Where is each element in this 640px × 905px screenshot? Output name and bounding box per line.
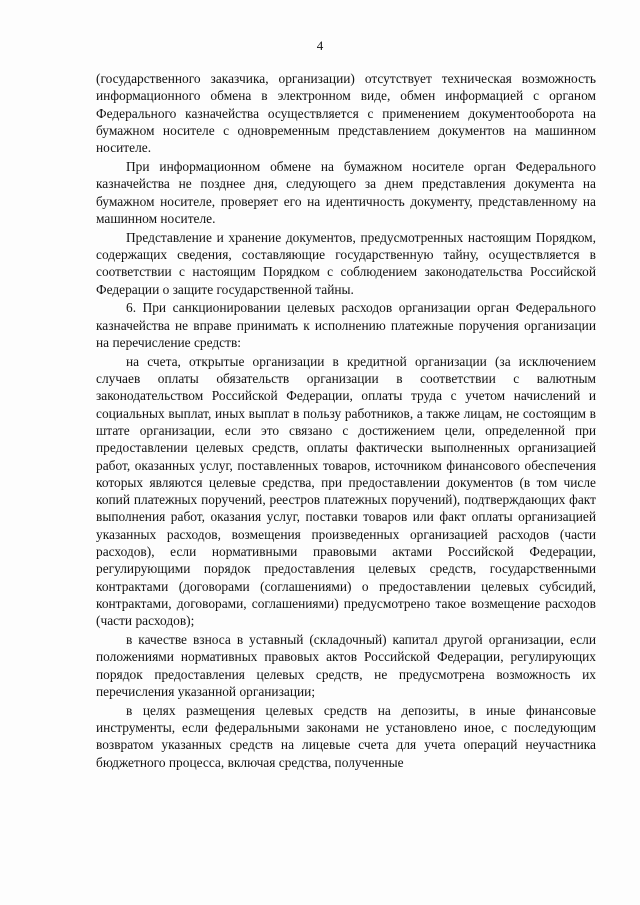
paragraph-clause-6: 6. При санкционировании целевых расходов организации орган Федерального казначейства не вправе принимать к исполнению платежные поручения организации на перечисление средств:: [96, 300, 596, 350]
document-body: [96, 70, 596, 772]
paragraph-capital-contribution: в качестве взноса в уставный (складочный) капитал другой организации, если положениями нормативных правовых актов Российской Федерации, регулирующих порядок предоставления целевых средств, не предусмотрена возможность их перечисления указанной организации;: [96, 632, 596, 699]
paragraph-accounts: на счета, открытые организации в кредитной организации (за исключением случаев оплаты обязательств организации в соответствии с валютным законодательством Российской Федерации, оплаты труда с учетом начислений и социальных выплат, иных выплат в пользу работников, а также лицам, не состоящим в штате организации, если это связано с достижением цели, определенной при предоставлении целевых средств, оплаты фактически выполненных организацией работ, оказанных услуг, поставленных товаров, источником финансового обеспечения которых являются целевые средства, при предоставлении документов (в том числе копий платежных поручений, реестров платежных поручений), подтверждающих факт выполнения работ, оказания услуг, поставки товаров или факт оплаты организацией указанных расходов, возмещения произведенных организацией расходов (части расходов), если нормативными правовыми актами Российской Федерации, регулирующими порядок предоставления целевых средств, государственными контрактами (договорами (соглашениями) о предоставлении целевых субсидий, контрактами, договорами, соглашениями) предусмотрено такое возмещение расходов (части расходов);: [96, 353, 596, 629]
paragraph-deposits: в целях размещения целевых средств на депозиты, в иные финансовые инструменты, если федеральными законами не установлено иное, с последующим возвратом указанных средств на лицевые счета для учета операций неучастника бюджетного процесса, включая средства, полученные: [96, 702, 596, 770]
paragraph-state-secret: Представление и хранение документов, предусмотренных настоящим Порядком, содержащих сведения, составляющие государственную тайну, осуществляется в соответствии с настоящим Порядком с соблюдением законодательства Российской Федерации о защите государственной тайны.: [96, 229, 596, 297]
paragraph-continuation: (государственного заказчика, организации) отсутствует техническая возможность информационного обмена в электронном виде, обмен информацией с органом Федерального казначейства осуществляется с применением документооборота на бумажном носителе с одновременным представлением документов на машинном носителе.: [96, 71, 596, 156]
page-number: 4: [316, 38, 324, 53]
paragraph-paper-exchange: При информационном обмене на бумажном носителе орган Федерального казначейства не позднее дня, следующего за днем представления документа на бумажном носителе, проверяет его на идентичность документу, представленному на машинном носителе.: [96, 158, 596, 226]
